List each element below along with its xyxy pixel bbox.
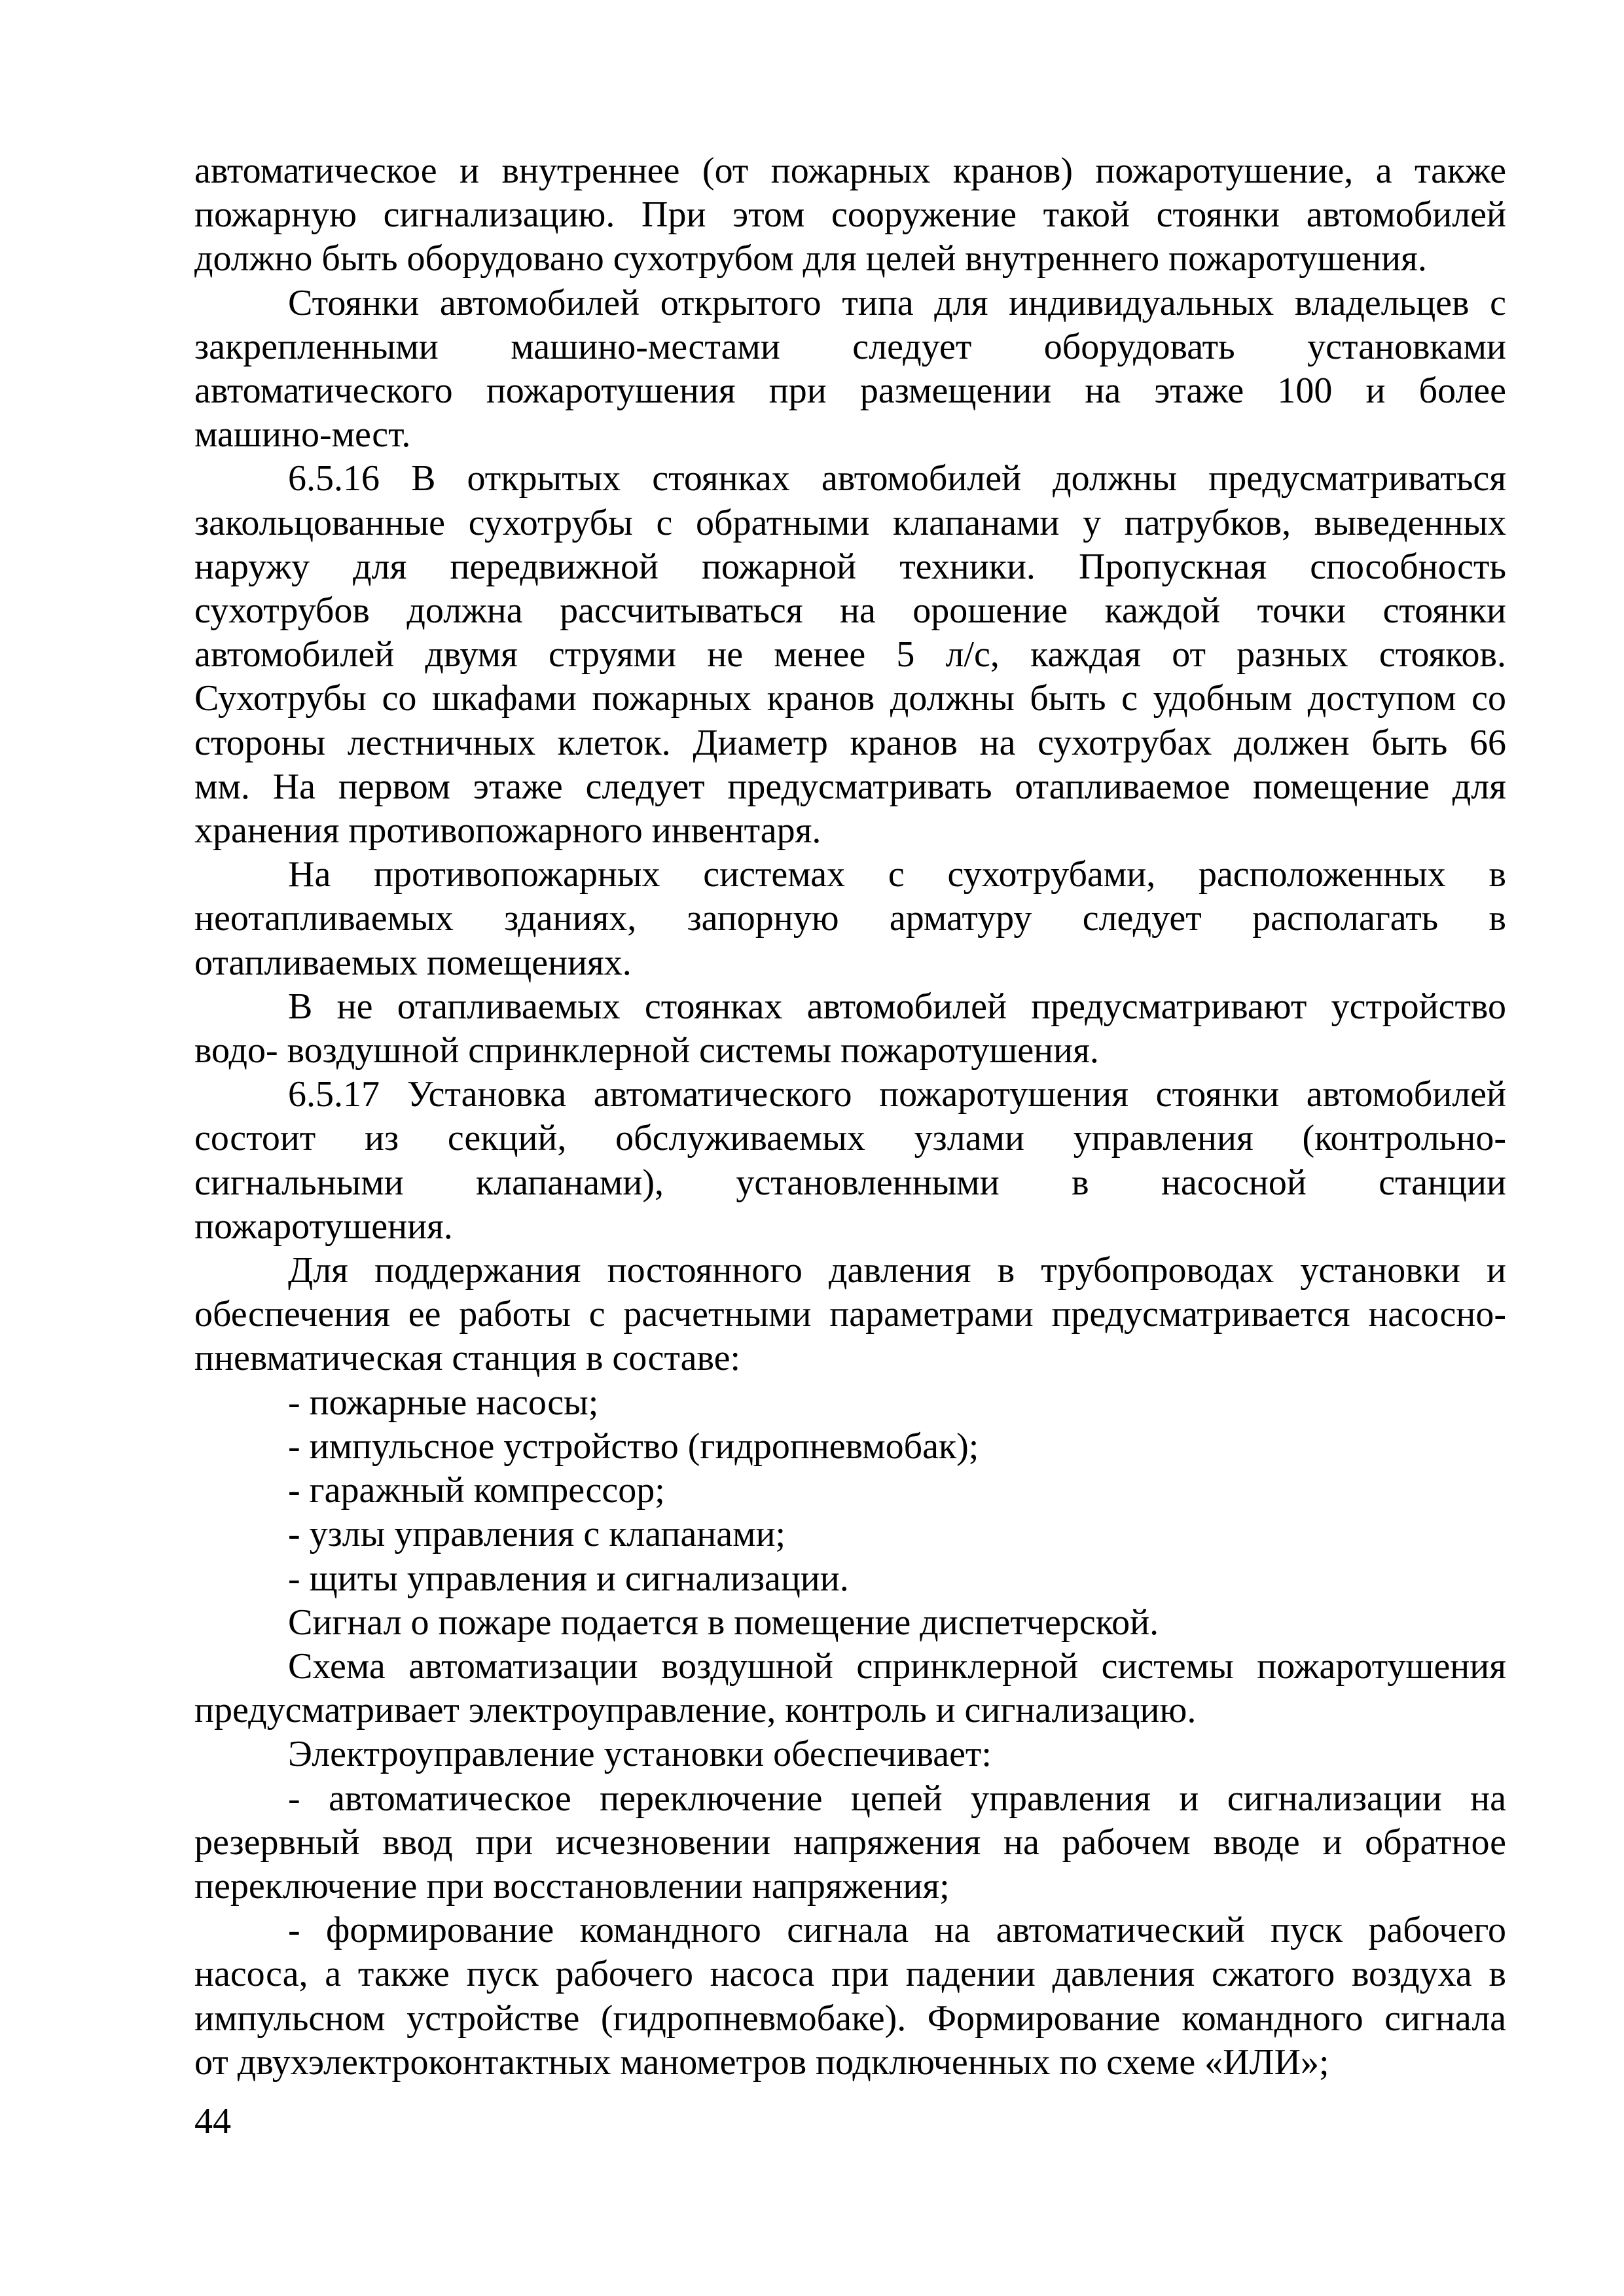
text-line: 6.5.16 В открытых стоянках автомобилей должны предусматриваться xyxy=(288,458,1506,499)
text-line: автомобилей двумя струями не менее 5 л/с, каждая от разных стояков. xyxy=(194,634,1506,675)
text-line: пожарную сигнализацию. При этом сооружение такой стоянки автомобилей xyxy=(194,194,1506,236)
text-line: - автоматическое переключение цепей управления и сигнализации на xyxy=(288,1778,1506,1819)
text-line: пневматическая станция в составе: xyxy=(194,1338,741,1379)
text-line: - импульсное устройство (гидропневмобак); xyxy=(288,1426,979,1467)
text-line: Схема автоматизации воздушной спринклерной системы пожаротушения xyxy=(288,1645,1506,1687)
text-line: отапливаемых помещениях. xyxy=(194,942,632,983)
text-line: сухотрубов должна рассчитываться на орошение каждой точки стоянки xyxy=(194,590,1506,632)
text-line: стороны лестничных клеток. Диаметр кранов на сухотрубах должен быть 66 xyxy=(194,722,1506,763)
text-line: Для поддержания постоянного давления в трубопроводах установки и xyxy=(288,1250,1506,1291)
text-line: переключение при восстановлении напряжения; xyxy=(194,1865,950,1907)
text-line: пожаротушения. xyxy=(194,1206,453,1247)
text-line: закрепленными машино-местами следует оборудовать установками xyxy=(194,326,1506,367)
text-line: В не отапливаемых стоянках автомобилей предусматривают устройство xyxy=(288,986,1506,1027)
text-line: мм. На первом этаже следует предусматривать отапливаемое помещение для xyxy=(194,766,1506,807)
text-line: закольцованные сухотрубы с обратными клапанами у патрубков, выведенных xyxy=(194,502,1506,543)
text-line: Электроуправление установки обеспечивает: xyxy=(288,1734,992,1775)
text-line: неотапливаемых зданиях, запорную арматуру следует располагать в xyxy=(194,898,1506,939)
text-line: водо- воздушной спринклерной системы пожаротушения. xyxy=(194,1030,1099,1071)
text-line: импульсном устройстве (гидропневмобаке). Формирование командного сигнала xyxy=(194,1998,1506,2039)
text-line: предусматривает электроуправление, контроль и сигнализацию. xyxy=(194,1690,1197,1731)
text-line: обеспечения ее работы с расчетными параметрами предусматривается насосно- xyxy=(194,1294,1506,1335)
document-body-text xyxy=(194,149,1506,2085)
text-line: состоит из секций, обслуживаемых узлами управления (контрольно- xyxy=(194,1118,1506,1159)
text-line: должно быть оборудовано сухотрубом для целей внутреннего пожаротушения. xyxy=(194,238,1427,279)
text-line: насоса, а также пуск рабочего насоса при падении давления сжатого воздуха в xyxy=(194,1954,1506,1995)
text-line: - формирование командного сигнала на автоматический пуск рабочего xyxy=(288,1910,1506,1951)
text-line: Сухотрубы со шкафами пожарных кранов должны быть с удобным доступом со xyxy=(194,678,1506,719)
text-line: - гаражный компрессор; xyxy=(288,1470,665,1511)
text-line: резервный ввод при исчезновении напряжения на рабочем вводе и обратное xyxy=(194,1821,1506,1863)
text-line: - щиты управления и сигнализации. xyxy=(288,1558,849,1599)
text-line: Стоянки автомобилей открытого типа для индивидуальных владельцев с xyxy=(288,282,1506,323)
text-line: сигнальными клапанами), установленными в насосной станции xyxy=(194,1162,1506,1203)
text-line: от двухэлектроконтактных манометров подключенных по схеме «ИЛИ»; xyxy=(194,2041,1329,2083)
text-line: - пожарные насосы; xyxy=(288,1382,599,1423)
text-line: автоматическое и внутреннее (от пожарных кранов) пожаротушение, а также xyxy=(194,151,1506,191)
text-line: хранения противопожарного инвентаря. xyxy=(194,810,821,852)
text-line: машино-мест. xyxy=(194,414,411,456)
text-line: На противопожарных системах с сухотрубами, расположенных в xyxy=(288,854,1506,895)
text-line: 6.5.17 Установка автоматического пожаротушения стоянки автомобилей xyxy=(288,1074,1506,1115)
page-number: 44 xyxy=(194,2101,231,2142)
text-line: автоматического пожаротушения при размещении на этаже 100 и более xyxy=(194,370,1506,412)
text-line: наружу для передвижной пожарной техники. Пропускная способность xyxy=(194,546,1506,587)
text-line: - узлы управления с клапанами; xyxy=(288,1514,786,1555)
text-line: Сигнал о пожаре подается в помещение диспетчерской. xyxy=(288,1602,1159,1643)
